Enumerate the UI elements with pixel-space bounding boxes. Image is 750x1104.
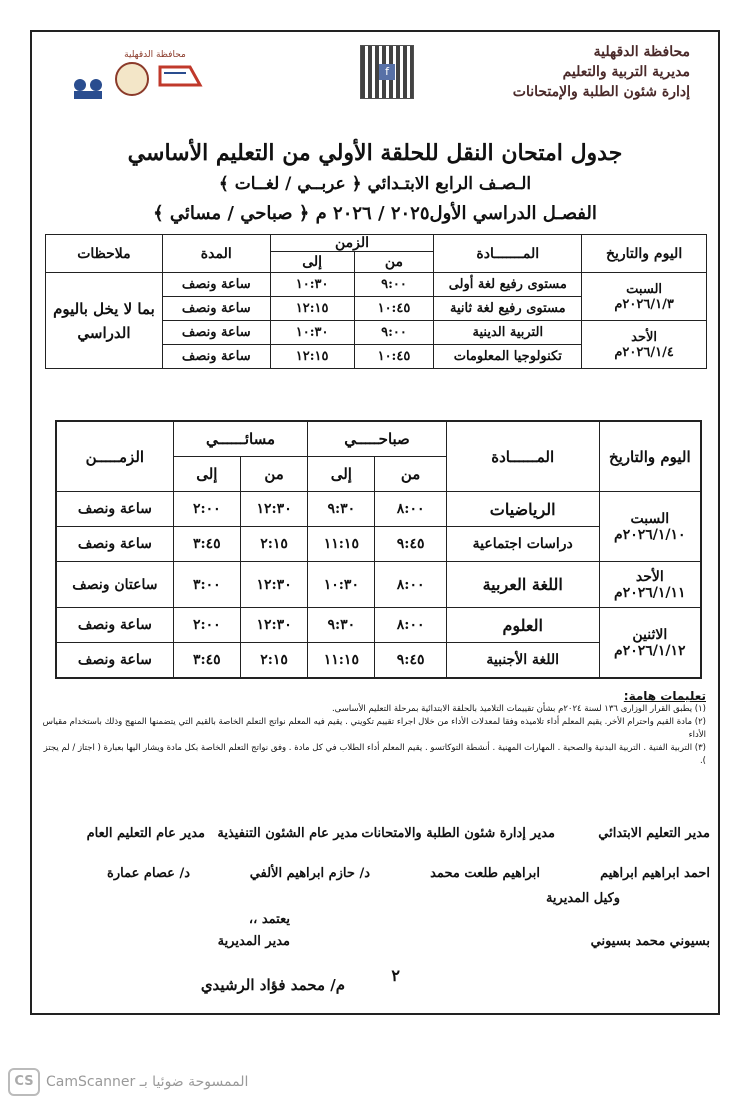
duration-cell: ساعة ونصف [162,345,270,369]
morning-to-cell: ١٠:٣٠ [308,562,375,608]
table-row [56,608,701,643]
subject-cell: مستوى رفيع لغة ثانية [434,297,582,321]
header-morning: صباحـــــي [308,421,447,457]
signature-name: د/ عصام عمارة [107,866,190,881]
instructions-heading: تعليمات هامة: [623,689,706,703]
morning-from-cell: ٨:٠٠ [375,562,446,608]
header-to: إلى [270,252,354,273]
director-name: م/ محمد فؤاد الرشيدي [200,976,345,994]
header-notes: ملاحظات [46,235,163,273]
page-number: ٢ [391,966,400,985]
signature-title: مدير التعليم الابتدائي [598,826,710,841]
header-day: اليوم والتاريخ [582,235,707,273]
header-subject: المــــــادة [446,421,599,492]
signature-name: احمد ابراهيم ابراهيم [600,866,710,881]
day-cell: الأحد ٢٠٢٦/١/٤م [582,321,707,369]
subject-cell: العلوم [446,608,599,643]
duration-cell: ساعة ونصف [162,321,270,345]
evening-to-cell: ٣:٤٥ [173,527,240,562]
header-evening-from: من [240,457,307,492]
from-cell: ١٠:٤٥ [354,345,434,369]
time-cell: ساعة ونصف [56,527,173,562]
morning-to-cell: ٩:٣٠ [308,608,375,643]
main-exams-table [55,420,702,679]
subject-cell: تكنولوجيا المعلومات [434,345,582,369]
header-evening-to: إلى [173,457,240,492]
header-time: الزمن [270,235,434,252]
evening-to-cell: ٢:٠٠ [173,492,240,527]
notes-cell: بما لا يخل باليوم الدراسي [46,273,163,369]
facebook-icon: f [379,64,395,80]
signature-name: د/ حازم ابراهيم الألفي [249,866,370,881]
to-cell: ١٢:١٥ [270,345,354,369]
subject-cell: الرياضيات [446,492,599,527]
evening-from-cell: ٢:١٥ [240,527,307,562]
header-morning-to: إلى [308,457,375,492]
to-cell: ١٠:٣٠ [270,321,354,345]
evening-to-cell: ٣:٤٥ [173,643,240,679]
instructions-block [38,690,706,768]
term-title: الفصـل الدراسي الأول٢٠٢٥ / ٢٠٢٦ م ﴿ صباحي / مسائي ﴾ [153,203,597,224]
header-morning-from: من [375,457,446,492]
instruction-item: (٢) مادة القيم واحترام الأخر. يقيم المعلم أداء تلاميذه وفقا لمعدلات الأداء من خلال اجراء تقييم تكويني . يقيم فيه المعلم نواتج التعلم الخاصة بالقيم التي يتضمنها المنهج وذلك باستخدام مقياس الأداء [42,717,706,740]
duration-cell: ساعة ونصف [162,297,270,321]
deputy-title: وكيل المديرية [545,891,620,906]
org-line-3: إدارة شئون الطلبة والإمتحانات [512,84,690,100]
morning-from-cell: ٨:٠٠ [375,492,446,527]
header-time: الزمـــــن [56,421,173,492]
to-cell: ١٠:٣٠ [270,273,354,297]
day-cell: الاثنين ٢٠٢٦/١/١٢م [599,608,701,679]
evening-from-cell: ١٢:٣٠ [240,608,307,643]
from-cell: ٩:٠٠ [354,273,434,297]
header-from: من [354,252,434,273]
qr-code-icon [360,45,414,99]
camscanner-icon: CS [8,1068,40,1096]
subject-cell: اللغة العربية [446,562,599,608]
table-row [56,492,701,527]
header-evening: مسائــــــي [173,421,308,457]
day-cell: السبت ٢٠٢٦/١/١٠م [599,492,701,562]
grade-title: الـصـف الرابع الابتـدائي ﴿ عربــي / لغــات ﴾ [218,174,532,194]
morning-from-cell: ٩:٤٥ [375,527,446,562]
header-day: اليوم والتاريخ [599,421,701,492]
subject-cell: اللغة الأجنبية [446,643,599,679]
from-cell: ٩:٠٠ [354,321,434,345]
header-subject: المـــــــادة [434,235,582,273]
to-cell: ١٢:١٥ [270,297,354,321]
organization-block [480,42,690,102]
director-title: مدير المديرية [217,934,290,949]
morning-to-cell: ٩:٣٠ [308,492,375,527]
approve-text: يعتمد ،، [248,912,290,927]
evening-from-cell: ١٢:٣٠ [240,562,307,608]
signature-title: مدير عام الشئون التنفيذية [217,826,358,841]
subject-cell: دراسات اجتماعية [446,527,599,562]
governorate-logo [60,45,210,105]
org-line-2: مديرية التربية والتعليم [562,64,690,80]
subject-cell: التربية الدينية [434,321,582,345]
camscanner-footer [8,1068,248,1096]
instruction-item: (١) يطبق القرار الوزارى ١٣٦ لسنة ٢٠٢٤م بشأن تقييمات التلاميذ بالحلقة الابتدائية بمرحلة التعليم الأساسى. [331,704,706,714]
signature-title: مدير عام التعليم العام [86,826,205,841]
camscanner-text: الممسوحة ضوئيا بـ CamScanner [46,1074,249,1090]
day-cell: السبت ٢٠٢٦/١/٣م [582,273,707,321]
table-row [46,273,707,297]
signature-title: مدير إدارة شئون الطلبة والامتحانات [361,826,555,841]
signature-name: ابراهيم طلعت محمد [430,866,540,881]
instruction-item: (٣) التربية الفنية . التربية البدنية والصحية . المهارات المهنية . أنشطة التوكاتسو . يقيم المعلم أداء الطلاب في كل مادة . وفق نواتج التعلم الخاصة بكل مادة ويشار اليها بعبارة ( اجتاز / لم يجتز ). [43,743,706,766]
morning-to-cell: ١١:١٥ [308,643,375,679]
level-exams-table [45,234,707,369]
evening-to-cell: ٣:٠٠ [173,562,240,608]
morning-from-cell: ٩:٤٥ [375,643,446,679]
subject-cell: مستوى رفيع لغة أولى [434,273,582,297]
org-line-1: محافظة الدقهلية [593,44,690,60]
day-cell: الأحد ٢٠٢٦/١/١١م [599,562,701,608]
time-cell: ساعة ونصف [56,492,173,527]
main-title: جدول امتحان النقل للحلقة الأولي من التعليم الأساسي [127,140,623,166]
morning-from-cell: ٨:٠٠ [375,608,446,643]
table-row [56,562,701,608]
duration-cell: ساعة ونصف [162,273,270,297]
time-cell: ساعة ونصف [56,608,173,643]
time-cell: ساعتان ونصف [56,562,173,608]
evening-from-cell: ٢:١٥ [240,643,307,679]
evening-from-cell: ١٢:٣٠ [240,492,307,527]
from-cell: ١٠:٤٥ [354,297,434,321]
deputy-name: بسيوني محمد بسيوني [590,934,710,949]
header-duration: المدة [162,235,270,273]
morning-to-cell: ١١:١٥ [308,527,375,562]
evening-to-cell: ٢:٠٠ [173,608,240,643]
logo-lettering: محافظة الدقهلية [124,50,186,60]
time-cell: ساعة ونصف [56,643,173,679]
